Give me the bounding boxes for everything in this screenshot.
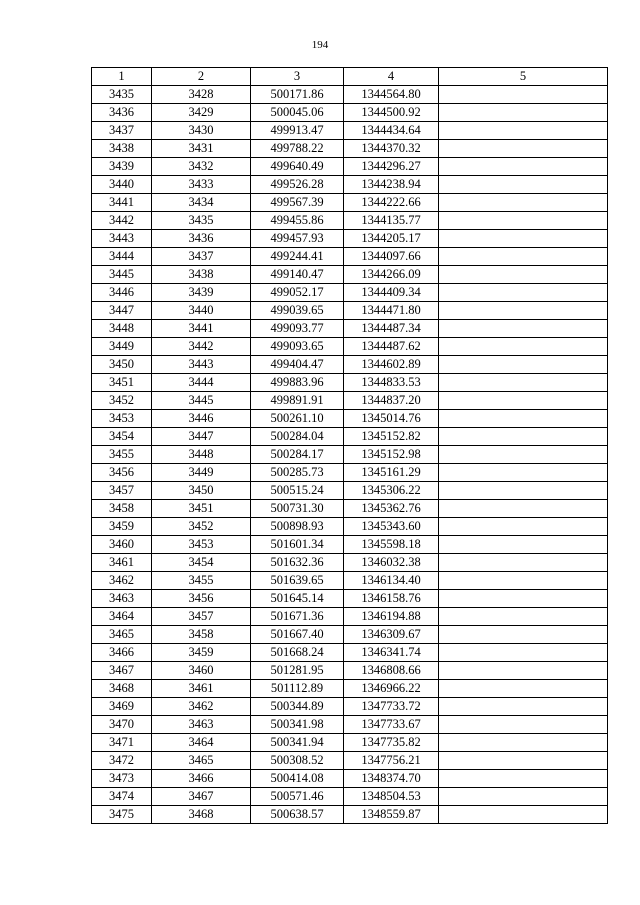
- table-cell-col-2: 3447: [152, 428, 251, 446]
- table-row: [92, 410, 608, 428]
- table-cell-col-1: 3468: [92, 680, 152, 698]
- table-cell-col-4: 1346158.76: [344, 590, 439, 608]
- table-row: [92, 644, 608, 662]
- table-cell-col-5: [439, 680, 608, 698]
- table-cell-col-3: 500638.57: [251, 806, 344, 824]
- table-row: [92, 356, 608, 374]
- table-cell-col-2: 3464: [152, 734, 251, 752]
- table-row: [92, 158, 608, 176]
- table-cell-col-2: 3430: [152, 122, 251, 140]
- table-cell-col-4: 1344833.53: [344, 374, 439, 392]
- table-row: [92, 716, 608, 734]
- table-cell-col-3: 499891.91: [251, 392, 344, 410]
- table-cell-col-4: 1344097.66: [344, 248, 439, 266]
- table-cell-col-1: 3457: [92, 482, 152, 500]
- table-cell-col-4: 1347733.67: [344, 716, 439, 734]
- table-cell-col-3: 499093.77: [251, 320, 344, 338]
- table-row: [92, 680, 608, 698]
- table-cell-col-1: 3462: [92, 572, 152, 590]
- table-cell-col-2: 3429: [152, 104, 251, 122]
- table-cell-col-5: [439, 392, 608, 410]
- table-row: [92, 518, 608, 536]
- table-cell-col-5: [439, 788, 608, 806]
- table-cell-col-2: 3446: [152, 410, 251, 428]
- table-cell-col-1: 3451: [92, 374, 152, 392]
- table-row: [92, 770, 608, 788]
- table-cell-col-4: 1346309.67: [344, 626, 439, 644]
- table-cell-col-3: 501601.34: [251, 536, 344, 554]
- table-cell-col-3: 499883.96: [251, 374, 344, 392]
- table-cell-col-4: 1345306.22: [344, 482, 439, 500]
- table-cell-col-3: 500171.86: [251, 86, 344, 104]
- table-cell-col-1: 3467: [92, 662, 152, 680]
- table-cell-col-1: 3452: [92, 392, 152, 410]
- table-row: [92, 608, 608, 626]
- table-row: [92, 446, 608, 464]
- table-cell-col-2: 3450: [152, 482, 251, 500]
- table-cell-col-1: 3466: [92, 644, 152, 662]
- table-cell-col-2: 3439: [152, 284, 251, 302]
- table-row: [92, 572, 608, 590]
- table-cell-col-1: 3445: [92, 266, 152, 284]
- table-row: [92, 590, 608, 608]
- table-cell-col-3: 499455.86: [251, 212, 344, 230]
- table-cell-col-4: 1344564.80: [344, 86, 439, 104]
- table-cell-col-5: [439, 230, 608, 248]
- table-row: [92, 230, 608, 248]
- table-row: [92, 734, 608, 752]
- coordinates-table: [91, 67, 608, 824]
- table-cell-col-3: 501632.36: [251, 554, 344, 572]
- table-row: [92, 554, 608, 572]
- table-cell-col-2: 3443: [152, 356, 251, 374]
- table-cell-col-4: 1346134.40: [344, 572, 439, 590]
- table-cell-col-3: 500341.94: [251, 734, 344, 752]
- table-cell-col-3: 500414.08: [251, 770, 344, 788]
- table-cell-col-5: [439, 374, 608, 392]
- table-cell-col-2: 3436: [152, 230, 251, 248]
- table-cell-col-2: 3454: [152, 554, 251, 572]
- table-cell-col-3: 500285.73: [251, 464, 344, 482]
- table-cell-col-1: 3454: [92, 428, 152, 446]
- table-cell-col-3: 500261.10: [251, 410, 344, 428]
- table-cell-col-5: [439, 734, 608, 752]
- table-cell-col-3: 501668.24: [251, 644, 344, 662]
- table-cell-col-3: 499788.22: [251, 140, 344, 158]
- table-cell-col-5: [439, 176, 608, 194]
- table-cell-col-4: 1346966.22: [344, 680, 439, 698]
- table-cell-col-1: 3456: [92, 464, 152, 482]
- table-cell-col-5: [439, 302, 608, 320]
- table-cell-col-3: 499567.39: [251, 194, 344, 212]
- table-cell-col-4: 1347735.82: [344, 734, 439, 752]
- table-cell-col-1: 3474: [92, 788, 152, 806]
- table-cell-col-3: 500308.52: [251, 752, 344, 770]
- table-cell-col-5: [439, 104, 608, 122]
- table-cell-col-3: 500344.89: [251, 698, 344, 716]
- table-cell-col-1: 3459: [92, 518, 152, 536]
- table-cell-col-2: 3445: [152, 392, 251, 410]
- table-cell-col-2: 3441: [152, 320, 251, 338]
- table-cell-col-1: 3444: [92, 248, 152, 266]
- table-cell-col-5: [439, 194, 608, 212]
- table-cell-col-5: [439, 626, 608, 644]
- table-cell-col-3: 500898.93: [251, 518, 344, 536]
- table-cell-col-2: 3462: [152, 698, 251, 716]
- table-cell-col-5: [439, 698, 608, 716]
- table-cell-col-4: 1344837.20: [344, 392, 439, 410]
- table-cell-col-2: 3457: [152, 608, 251, 626]
- table-cell-col-3: 500045.06: [251, 104, 344, 122]
- table-cell-col-2: 3433: [152, 176, 251, 194]
- table-cell-col-4: 1347733.72: [344, 698, 439, 716]
- table-cell-col-1: 3448: [92, 320, 152, 338]
- table-cell-col-5: [439, 590, 608, 608]
- table-row: [92, 464, 608, 482]
- table-row: [92, 212, 608, 230]
- table-row: [92, 266, 608, 284]
- table-cell-col-3: 499093.65: [251, 338, 344, 356]
- table-cell-col-4: 1345598.18: [344, 536, 439, 554]
- table-cell-col-1: 3469: [92, 698, 152, 716]
- table-cell-col-1: 3438: [92, 140, 152, 158]
- table-cell-col-2: 3466: [152, 770, 251, 788]
- table-cell-col-2: 3448: [152, 446, 251, 464]
- table-cell-col-3: 499526.28: [251, 176, 344, 194]
- table-cell-col-5: [439, 644, 608, 662]
- table-cell-col-4: 1346341.74: [344, 644, 439, 662]
- table-cell-col-3: 501639.65: [251, 572, 344, 590]
- table-cell-col-2: 3431: [152, 140, 251, 158]
- table-cell-col-5: [439, 806, 608, 824]
- table-cell-col-5: [439, 320, 608, 338]
- table-row: [92, 140, 608, 158]
- table-row: [92, 248, 608, 266]
- table-cell-col-5: [439, 338, 608, 356]
- table-cell-col-2: 3463: [152, 716, 251, 734]
- table-cell-col-3: 499457.93: [251, 230, 344, 248]
- table-cell-col-5: [439, 716, 608, 734]
- table-cell-col-3: 500284.17: [251, 446, 344, 464]
- table-cell-col-4: 1344471.80: [344, 302, 439, 320]
- table-cell-col-5: [439, 86, 608, 104]
- table-cell-col-2: 3434: [152, 194, 251, 212]
- table-cell-col-5: [439, 752, 608, 770]
- table-cell-col-1: 3450: [92, 356, 152, 374]
- table-cell-col-4: 1345152.98: [344, 446, 439, 464]
- table-cell-col-2: 3459: [152, 644, 251, 662]
- table-row: [92, 194, 608, 212]
- column-header-4: 4: [344, 68, 439, 86]
- table-cell-col-2: 3451: [152, 500, 251, 518]
- table-cell-col-1: 3447: [92, 302, 152, 320]
- table-cell-col-4: 1344500.92: [344, 104, 439, 122]
- table-cell-col-4: 1346032.38: [344, 554, 439, 572]
- table-cell-col-4: 1348504.53: [344, 788, 439, 806]
- table-cell-col-5: [439, 266, 608, 284]
- table-cell-col-2: 3437: [152, 248, 251, 266]
- table-cell-col-5: [439, 212, 608, 230]
- table-cell-col-5: [439, 428, 608, 446]
- table-cell-col-2: 3467: [152, 788, 251, 806]
- table-cell-col-4: 1348374.70: [344, 770, 439, 788]
- table-cell-col-5: [439, 248, 608, 266]
- table-cell-col-2: 3468: [152, 806, 251, 824]
- column-header-3: 3: [251, 68, 344, 86]
- table-cell-col-1: 3470: [92, 716, 152, 734]
- table-cell-col-1: 3458: [92, 500, 152, 518]
- table-cell-col-2: 3456: [152, 590, 251, 608]
- table-cell-col-2: 3444: [152, 374, 251, 392]
- table-cell-col-3: 500515.24: [251, 482, 344, 500]
- table-cell-col-4: 1344238.94: [344, 176, 439, 194]
- table-cell-col-2: 3455: [152, 572, 251, 590]
- table-cell-col-3: 500571.46: [251, 788, 344, 806]
- table-cell-col-1: 3435: [92, 86, 152, 104]
- table-cell-col-5: [439, 284, 608, 302]
- table-cell-col-3: 499913.47: [251, 122, 344, 140]
- table-cell-col-4: 1344222.66: [344, 194, 439, 212]
- table-cell-col-1: 3461: [92, 554, 152, 572]
- table-cell-col-4: 1345152.82: [344, 428, 439, 446]
- table-cell-col-2: 3452: [152, 518, 251, 536]
- table-row: [92, 86, 608, 104]
- table-cell-col-5: [439, 500, 608, 518]
- table-cell-col-4: 1345014.76: [344, 410, 439, 428]
- table-row: [92, 320, 608, 338]
- table-row: [92, 662, 608, 680]
- table-cell-col-4: 1344135.77: [344, 212, 439, 230]
- table-cell-col-2: 3428: [152, 86, 251, 104]
- table-cell-col-2: 3432: [152, 158, 251, 176]
- table-cell-col-4: 1344487.34: [344, 320, 439, 338]
- table-cell-col-1: 3473: [92, 770, 152, 788]
- table-cell-col-5: [439, 410, 608, 428]
- table-row: [92, 482, 608, 500]
- table-body: [92, 86, 608, 824]
- table-cell-col-3: 500341.98: [251, 716, 344, 734]
- table-cell-col-4: 1345161.29: [344, 464, 439, 482]
- table-cell-col-2: 3460: [152, 662, 251, 680]
- table-cell-col-5: [439, 770, 608, 788]
- table-row: [92, 104, 608, 122]
- table-cell-col-4: 1344602.89: [344, 356, 439, 374]
- table-cell-col-4: 1344296.27: [344, 158, 439, 176]
- table-cell-col-3: 501281.95: [251, 662, 344, 680]
- table-cell-col-5: [439, 122, 608, 140]
- table-cell-col-4: 1347756.21: [344, 752, 439, 770]
- table-cell-col-5: [439, 356, 608, 374]
- table-cell-col-1: 3453: [92, 410, 152, 428]
- table-cell-col-3: 499039.65: [251, 302, 344, 320]
- table-cell-col-4: 1344434.64: [344, 122, 439, 140]
- table-cell-col-2: 3453: [152, 536, 251, 554]
- table-cell-col-1: 3455: [92, 446, 152, 464]
- table-row: [92, 788, 608, 806]
- table-cell-col-4: 1346194.88: [344, 608, 439, 626]
- table-row: [92, 392, 608, 410]
- table-row: [92, 122, 608, 140]
- table-cell-col-3: 501671.36: [251, 608, 344, 626]
- table-row: [92, 698, 608, 716]
- table-row: [92, 500, 608, 518]
- table-cell-col-5: [439, 446, 608, 464]
- table-cell-col-1: 3475: [92, 806, 152, 824]
- table-row: [92, 284, 608, 302]
- table-row: [92, 536, 608, 554]
- table-cell-col-5: [439, 572, 608, 590]
- table-cell-col-3: 499140.47: [251, 266, 344, 284]
- table-cell-col-2: 3438: [152, 266, 251, 284]
- table-row: [92, 428, 608, 446]
- column-header-1: 1: [92, 68, 152, 86]
- table-header: [92, 68, 608, 86]
- table-row: [92, 176, 608, 194]
- table-cell-col-1: 3464: [92, 608, 152, 626]
- table-cell-col-2: 3440: [152, 302, 251, 320]
- table-cell-col-3: 501667.40: [251, 626, 344, 644]
- table-row: [92, 626, 608, 644]
- table-cell-col-1: 3443: [92, 230, 152, 248]
- table-cell-col-3: 499404.47: [251, 356, 344, 374]
- table-cell-col-1: 3472: [92, 752, 152, 770]
- table-cell-col-2: 3461: [152, 680, 251, 698]
- table-cell-col-1: 3437: [92, 122, 152, 140]
- table-cell-col-1: 3449: [92, 338, 152, 356]
- table-cell-col-5: [439, 518, 608, 536]
- table-cell-col-4: 1345343.60: [344, 518, 439, 536]
- table-cell-col-3: 501112.89: [251, 680, 344, 698]
- table-cell-col-3: 499640.49: [251, 158, 344, 176]
- table-row: [92, 806, 608, 824]
- table-cell-col-1: 3441: [92, 194, 152, 212]
- table-cell-col-2: 3449: [152, 464, 251, 482]
- table-cell-col-4: 1344266.09: [344, 266, 439, 284]
- table-cell-col-4: 1344205.17: [344, 230, 439, 248]
- column-header-5: 5: [439, 68, 608, 86]
- table-cell-col-1: 3446: [92, 284, 152, 302]
- table-cell-col-5: [439, 662, 608, 680]
- table-cell-col-5: [439, 554, 608, 572]
- table-cell-col-5: [439, 140, 608, 158]
- table-cell-col-4: 1348559.87: [344, 806, 439, 824]
- page-number: 194: [311, 39, 329, 51]
- table-cell-col-5: [439, 482, 608, 500]
- table-cell-col-4: 1344409.34: [344, 284, 439, 302]
- table-cell-col-4: 1344487.62: [344, 338, 439, 356]
- table-cell-col-3: 501645.14: [251, 590, 344, 608]
- table-cell-col-3: 499244.41: [251, 248, 344, 266]
- table-row: [92, 752, 608, 770]
- table-cell-col-1: 3439: [92, 158, 152, 176]
- column-header-2: 2: [152, 68, 251, 86]
- table-cell-col-1: 3463: [92, 590, 152, 608]
- table-cell-col-5: [439, 536, 608, 554]
- table-cell-col-5: [439, 158, 608, 176]
- table-cell-col-1: 3471: [92, 734, 152, 752]
- table-row: [92, 374, 608, 392]
- table-row: [92, 302, 608, 320]
- table-cell-col-4: 1346808.66: [344, 662, 439, 680]
- table-cell-col-1: 3465: [92, 626, 152, 644]
- table-cell-col-1: 3436: [92, 104, 152, 122]
- table-cell-col-3: 499052.17: [251, 284, 344, 302]
- table-cell-col-3: 500731.30: [251, 500, 344, 518]
- table-cell-col-2: 3442: [152, 338, 251, 356]
- table-cell-col-2: 3458: [152, 626, 251, 644]
- table-cell-col-1: 3440: [92, 176, 152, 194]
- table-cell-col-2: 3465: [152, 752, 251, 770]
- table-cell-col-4: 1345362.76: [344, 500, 439, 518]
- header-row: [92, 68, 608, 86]
- table-cell-col-5: [439, 464, 608, 482]
- table-cell-col-2: 3435: [152, 212, 251, 230]
- table-cell-col-1: 3460: [92, 536, 152, 554]
- table-row: [92, 338, 608, 356]
- table-cell-col-1: 3442: [92, 212, 152, 230]
- table-cell-col-5: [439, 608, 608, 626]
- table-cell-col-4: 1344370.32: [344, 140, 439, 158]
- table-cell-col-3: 500284.04: [251, 428, 344, 446]
